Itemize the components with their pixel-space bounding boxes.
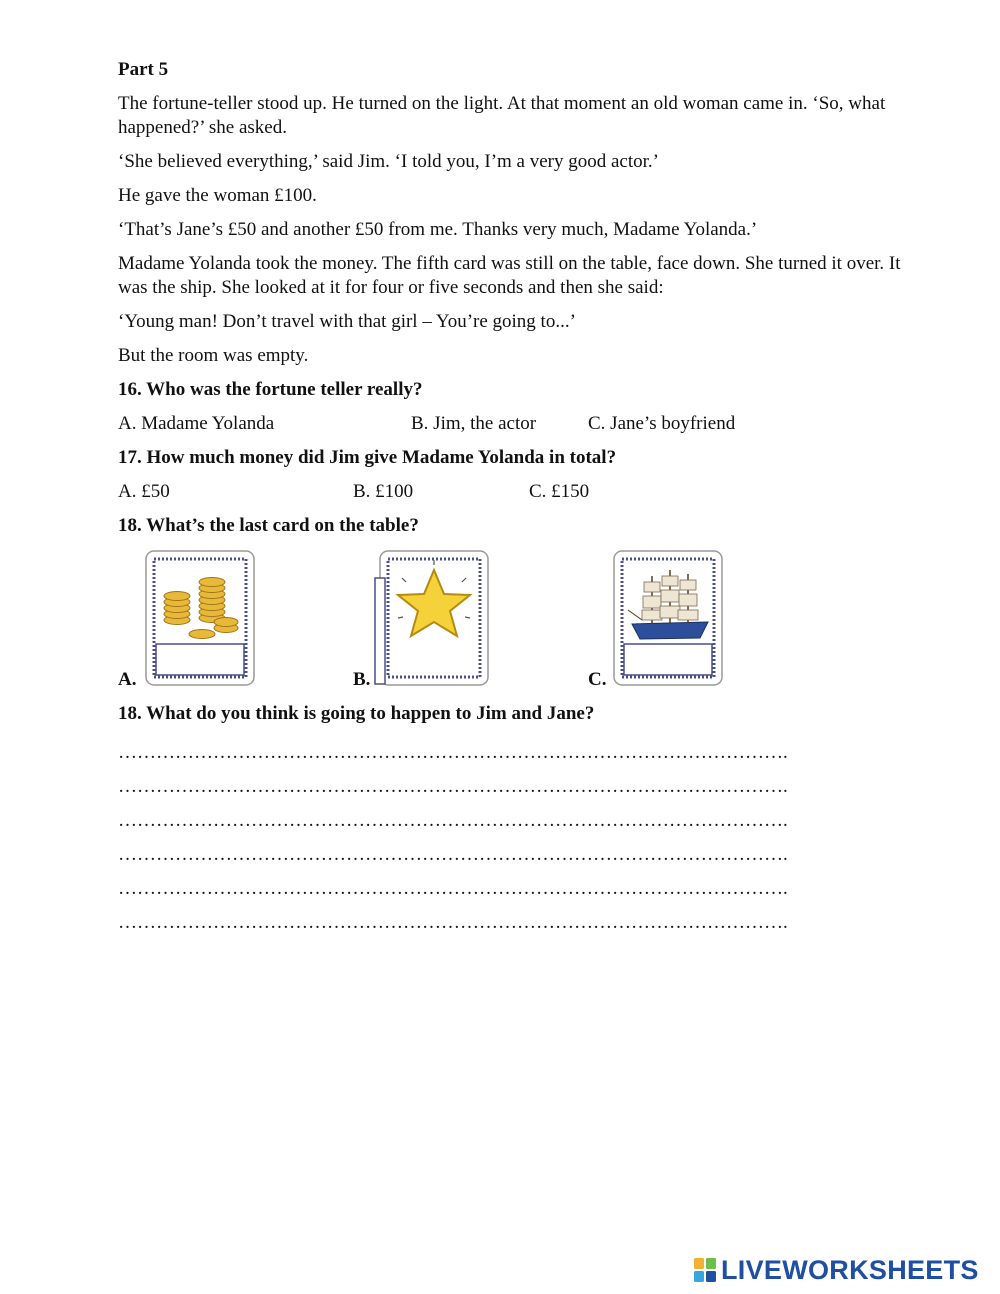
question-18-open: 18. What do you think is going to happen to Jim and Jane? xyxy=(118,703,595,724)
card-options xyxy=(118,548,918,690)
story-paragraph: ‘She believed everything,’ said Jim. ‘I told you, I’m a very good actor.’ xyxy=(118,151,659,172)
part-title: Part 5 xyxy=(118,59,169,80)
answer-line[interactable]: ……………………………………………………………………………………………. xyxy=(118,776,788,797)
story-paragraph: ‘That’s Jane’s £50 and another £50 from me. Thanks very much, Madame Yolanda.’ xyxy=(118,219,758,240)
brand-name: LIVEWORKSHEETS xyxy=(721,1255,979,1285)
option-17-b[interactable]: B. £100 xyxy=(353,481,414,502)
liveworksheets-emblem-icon xyxy=(694,1258,716,1282)
story-paragraph: The fortune-teller stood up. He turned on the light. At that moment an old woman came in. ‘So, what happened?’ she asked. xyxy=(118,93,886,138)
option-16-b[interactable]: B. Jim, the actor xyxy=(411,413,537,434)
worksheet-page xyxy=(118,58,918,940)
answer-line[interactable]: ……………………………………………………………………………………………. xyxy=(118,912,788,933)
question-16: 16. Who was the fortune teller really? xyxy=(118,379,423,400)
coins-card-icon[interactable] xyxy=(142,548,258,688)
option-16-a[interactable]: A. Madame Yolanda xyxy=(118,413,275,434)
story-paragraph: ‘Young man! Don’t travel with that girl – You’re going to...’ xyxy=(118,311,576,332)
liveworksheets-logo xyxy=(694,1254,979,1286)
story-paragraph: He gave the woman £100. xyxy=(118,185,317,206)
star-card-icon[interactable] xyxy=(374,548,490,688)
question-17: 17. How much money did Jim give Madame Yolanda in total? xyxy=(118,447,617,468)
answer-line[interactable]: ……………………………………………………………………………………………. xyxy=(118,844,788,865)
card-label-a[interactable]: A. xyxy=(118,669,137,690)
card-label-c[interactable]: C. xyxy=(588,669,607,690)
answer-line[interactable]: ……………………………………………………………………………………………. xyxy=(118,810,788,831)
question-16-options xyxy=(118,412,918,436)
option-17-a[interactable]: A. £50 xyxy=(118,481,170,502)
option-16-c[interactable]: C. Jane’s boyfriend xyxy=(588,413,736,434)
answer-line[interactable]: ……………………………………………………………………………………………. xyxy=(118,742,788,763)
question-17-options xyxy=(118,480,918,504)
card-label-b[interactable]: B. xyxy=(353,669,371,690)
story-paragraph: Madame Yolanda took the money. The fifth card was still on the table, face down. She turned it over. It was the ship. She looked at it for four or five seconds and then she said: xyxy=(118,253,901,298)
ship-card-icon[interactable] xyxy=(610,548,726,688)
option-17-c[interactable]: C. £150 xyxy=(529,481,590,502)
question-18-card: 18. What’s the last card on the table? xyxy=(118,515,419,536)
story-paragraph: But the room was empty. xyxy=(118,345,309,366)
answer-line[interactable]: ……………………………………………………………………………………………. xyxy=(118,878,788,899)
